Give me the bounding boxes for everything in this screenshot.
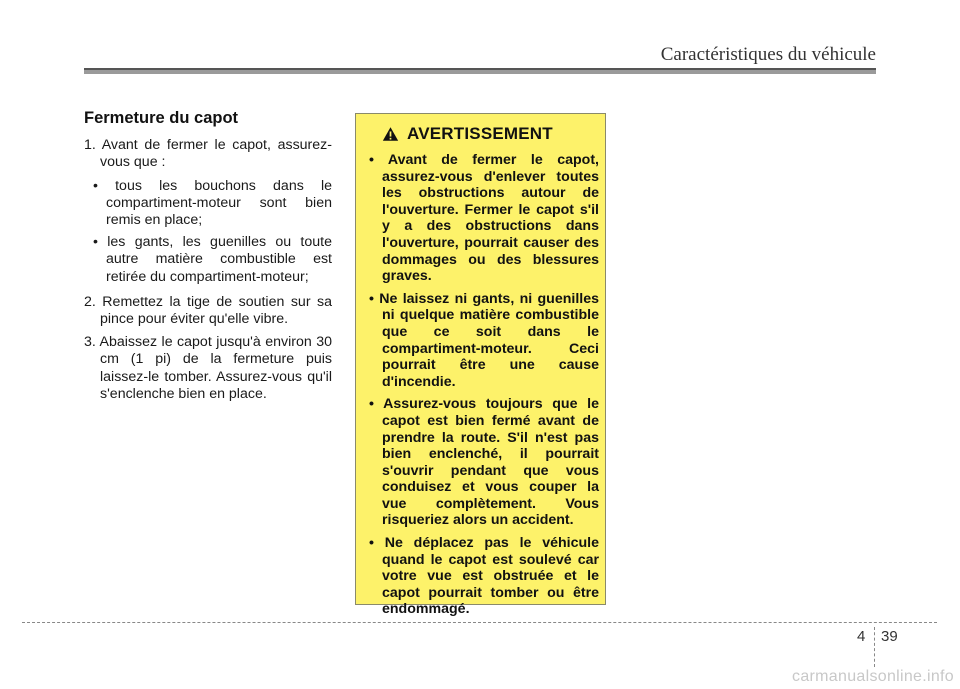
step-1: 1. Avant de fermer le capot, assurez-vous que : bbox=[84, 137, 332, 171]
footer-rule bbox=[22, 622, 937, 623]
warning-item-combustibles: • Ne laissez ni gants, ni guenilles ni quelque matière combustible que ce soit dans le compartiment-moteur. Ceci pourrait être une cause d'incendie. bbox=[369, 290, 599, 390]
sub-item-combustibles: • les gants, les guenilles ou toute autre matière combustible est retirée du compartiment-moteur; bbox=[93, 234, 332, 285]
step-1-sub-list bbox=[84, 178, 332, 286]
warning-box bbox=[355, 113, 606, 618]
warning-item-obstructions: • Avant de fermer le capot, assurez-vous d'enlever toutes les obstructions autour de l'ouverture. Fermer le capot s'il y a des obstructions dans l'ouverture, pourrait causer des dommages ou des blessures graves. bbox=[369, 152, 599, 285]
footer-separator bbox=[874, 627, 875, 667]
warning-header bbox=[382, 124, 599, 144]
section-title: Fermeture du capot bbox=[84, 109, 239, 127]
page-header-title: Caractéristiques du véhicule bbox=[660, 44, 876, 65]
watermark: carmanualsonline.info bbox=[792, 668, 954, 685]
section-number: 4 bbox=[857, 628, 866, 645]
header-rule bbox=[84, 68, 876, 74]
warning-triangle-icon bbox=[382, 126, 399, 142]
instructions-column bbox=[84, 110, 332, 409]
warning-item-closed-hood: • Assurez-vous toujours que le capot est bien fermé avant de prendre la route. S'il n'est pas bien enclenché, il pourrait s'ouvrir pendant que vous conduisez et vous couper la vue complètement. Vous risqueriez alors un accident. bbox=[369, 396, 599, 529]
page-number: 39 bbox=[881, 628, 898, 645]
sub-item-caps: • tous les bouchons dans le compartiment-moteur sont bien remis en place; bbox=[93, 177, 332, 229]
step-3: 3. Abaissez le capot jusqu'à environ 30 cm (1 pi) de la fermeture puis laissez-le tomber. Assurez-vous qu'il s'enclenche bien en place. bbox=[84, 334, 332, 402]
warning-item-raised-hood: • Ne déplacez pas le véhicule quand le capot est soulevé car votre vue est obstruée et le capot pourrait tomber ou être endommagé. bbox=[369, 535, 599, 618]
warning-list bbox=[366, 152, 599, 618]
warning-title: AVERTISSEMENT bbox=[407, 124, 553, 143]
step-2: 2. Remettez la tige de soutien sur sa pince pour éviter qu'elle vibre. bbox=[84, 293, 332, 328]
